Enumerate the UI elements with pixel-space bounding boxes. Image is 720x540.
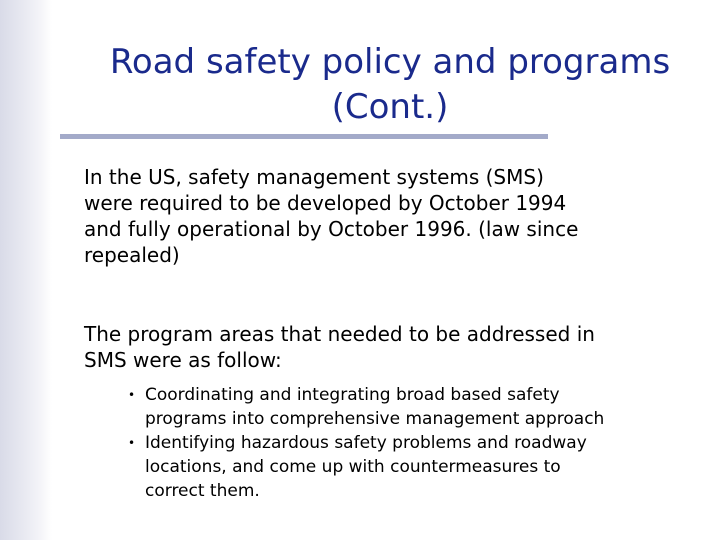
- paragraph-line: were required to be developed by October 1994: [84, 191, 567, 215]
- list-item-line: Identifying hazardous safety problems and roadway: [145, 433, 587, 453]
- slide-title-line-1: Road safety policy and programs: [109, 42, 671, 82]
- list-item-line: Coordinating and integrating broad based safety: [145, 385, 560, 405]
- paragraph-program-areas: [84, 321, 704, 373]
- slide-title-line-2: (Cont.): [331, 87, 449, 127]
- bullet-icon: •: [128, 436, 136, 450]
- list-item-line: correct them.: [145, 481, 260, 501]
- paragraph-line: SMS were as follow:: [84, 348, 282, 372]
- paragraph-line: In the US, safety management systems (SMS): [84, 165, 544, 189]
- list-item-line: programs into comprehensive management approach: [145, 409, 605, 429]
- bullet-icon: •: [128, 388, 136, 402]
- program-areas-list: [128, 383, 708, 503]
- slide-title: [60, 40, 720, 130]
- title-underline-rule: [60, 134, 548, 139]
- list-item: [128, 383, 708, 431]
- paragraph-line: The program areas that needed to be addressed in: [84, 322, 595, 346]
- left-decorative-band: [0, 0, 52, 540]
- list-item: [128, 431, 708, 503]
- list-item-line: locations, and come up with countermeasures to: [145, 457, 561, 477]
- paragraph-line: and fully operational by October 1996. (law since: [84, 217, 579, 241]
- paragraph-sms-requirement: [84, 164, 704, 268]
- paragraph-line: repealed): [84, 243, 180, 267]
